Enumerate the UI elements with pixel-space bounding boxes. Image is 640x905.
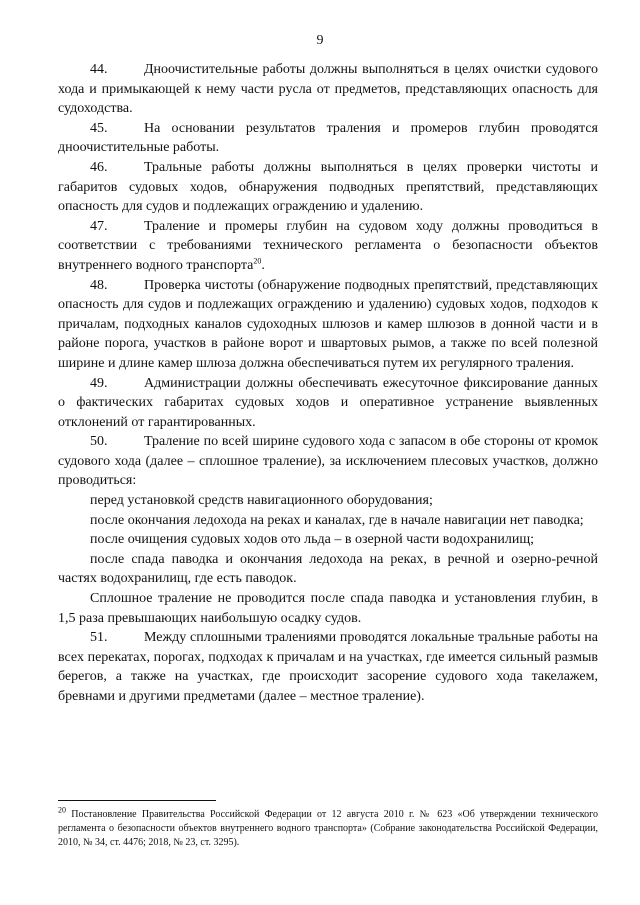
note-paragraph: Сплошное траление не проводится после спада паводка и установления глубин, в 1,5 раза превышающих наибольшую осадку судов.: [58, 591, 598, 626]
document-body: [58, 60, 598, 707]
paragraph-text: Траление и промеры глубин на судовом ходу должны проводиться в соответствии с требованиями технического регламента о безопасности объектов внутреннего водного транспорта: [58, 218, 598, 273]
list-item: после спада паводка и окончания ледохода на реках, в речной и озерно-речной частях водохранилищ, где есть паводок.: [58, 551, 598, 587]
paragraph-47: [58, 217, 598, 276]
paragraph-46: [58, 158, 598, 217]
footnote-reference[interactable]: 20: [253, 256, 262, 266]
paragraph-text: На основании результатов траления и промеров глубин проводятся дноочистительные работы.: [58, 120, 598, 156]
paragraph-text: Дноочистительные работы должны выполняться в целях очистки судового хода и примыкающей к нему части русла от предметов, представляющих опасность для судоходства.: [58, 62, 598, 117]
paragraph-number: 44.: [90, 62, 108, 77]
paragraph-number: 51.: [90, 630, 108, 646]
paragraph-text: Администрации должны обеспечивать ежесуточное фиксирование данных о фактических габаритах судовых ходов и оперативное устранение выявленных отклонений от гарантированных.: [58, 375, 598, 430]
paragraph-number: 46.: [90, 159, 108, 175]
paragraph-text: Между сплошными тралениями проводятся локальные тральные работы на всех перекатах, порогах, подходах к причалам и на участках, где имеется сильный размыв берегов, а также на участках, где происходит засорение судового хода такелажем, бревнами и другими предметами (далее – местное траление).: [58, 630, 598, 704]
paragraph-number: 48.: [90, 277, 108, 293]
paragraph-51: [58, 628, 598, 706]
paragraph-text: Проверка чистоты (обнаружение подводных препятствий, представляющих опасность для судов и подлежащих ограждению и удалению) судовых ходов, подходов к причалам, подходных каналов судоходных шлюзов и камер шлюзов в донной части и в районе порога, участков в районе ворот и швартовых рымов, а также по всей полезной ширине и длине камер шлюза должна обеспечиваться путем их регулярного траления.: [58, 277, 598, 371]
paragraph-number: 49.: [90, 375, 108, 391]
page-number: 9: [316, 33, 324, 48]
paragraph-49: [58, 374, 598, 433]
list-item: перед установкой средств навигационного оборудования;: [90, 493, 433, 509]
footnote: [58, 805, 598, 850]
footnote-text: Постановление Правительства Российской Федерации от 12 августа 2010 г. № 623 «Об утверждении технического регламента о безопасности объектов внутреннего водного транспорта» (Собрание законодательства Российской Федерации, 2010, № 34, ст. 4476; 2018, № 23, ст. 3295).: [58, 809, 598, 848]
list-item: после очищения судовых ходов ото льда – в озерной части водохранилищ;: [90, 532, 535, 548]
paragraph-number: 47.: [90, 218, 108, 234]
footnote-divider: [58, 800, 216, 801]
paragraph-text: Траление по всей ширине судового хода с запасом в обе стороны от кромок судового хода (далее – сплошное траление), за исключением плесовых участков, должно проводиться:: [58, 434, 598, 489]
paragraph-number: 50.: [90, 434, 108, 450]
footnote-mark: 20: [58, 805, 66, 815]
paragraph-44: [58, 60, 598, 119]
paragraph-48: [58, 276, 598, 374]
paragraph-50: [58, 432, 598, 491]
paragraph-45: [58, 119, 598, 158]
list-item: после окончания ледохода на реках и каналах, где в начале навигации нет паводка;: [90, 512, 584, 528]
paragraph-tail: .: [261, 257, 265, 273]
paragraph-text: Тральные работы должны выполняться в целях проверки чистоты и габаритов судовых ходов, обнаружения подводных препятствий, представляющих опасность для судов и подлежащих ограждению и удалению.: [58, 159, 598, 215]
paragraph-number: 45.: [90, 120, 108, 136]
